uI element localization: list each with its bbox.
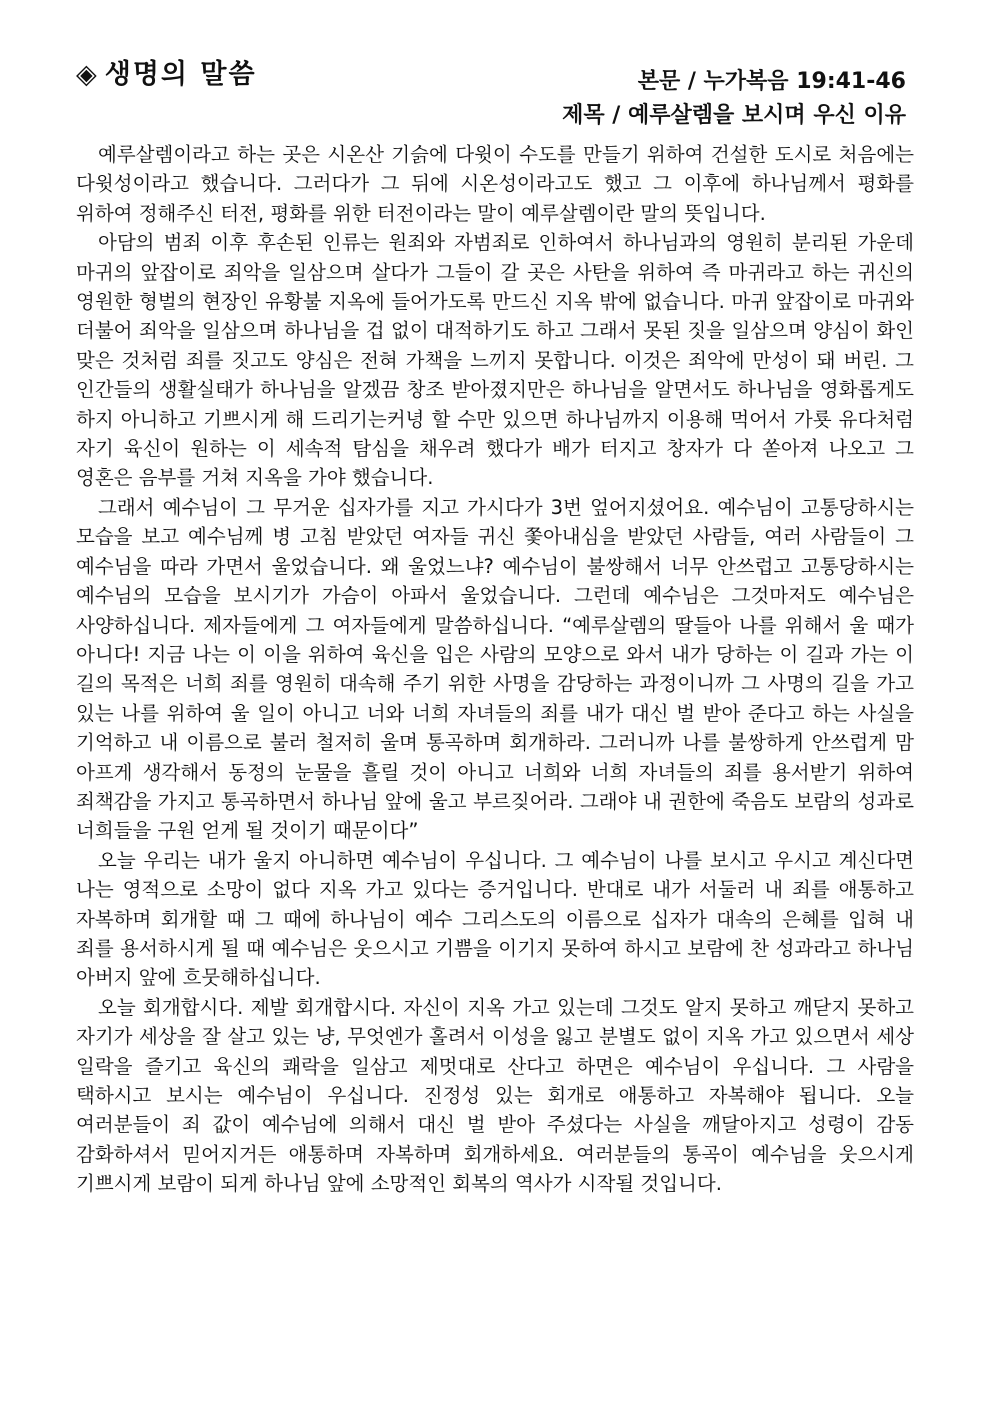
sermon-title: 제목 / 예루살렘을 보시며 우신 이유	[562, 103, 906, 128]
scripture-passage: 본문 / 누가복음 19:41-46	[637, 69, 906, 94]
paragraph: 그래서 예수님이 그 무거운 십자가를 지고 가시다가 3번 엎어지셨어요. 예수님이 고통당하시는 모습을 보고 예수님께 병 고침 받았던 여자들 귀신 쫓아내심을 받았던 사람들, 여러 사람들이 그 예수님을 따라 가면서 울었습니다. 왜 울었느냐? 예수님이 불쌍해서 너무 안쓰럽고 고통당하시는 예수님의 모습을 보시기가 가슴이 아파서 울었습니다. 그런데 예수님은 그것마저도 예수님은 사양하십니다. 제자들에게 그 여자들에게 말씀하십니다. “예루살렘의 딸들아 나를 위해서 울 때가 아니다! 지금 나는 이 이을 위하여 육신을 입은 사람의 모양으로 와서 내가 당하는 이 길과 가는 이 길의 목적은 너희 죄를 영원히 대속해 주기 위한 사명을 감당하는 과정이니까 그 사명의 길을 가고 있는 나를 위하여 울 일이 아니고 너와 너희 자녀들의 죄를 내가 대신 벌 받아 준다고 하는 사실을 기억하고 내 이름으로 불러 철저히 울며 통곡하며 회개하라. 그러니까 나를 불쌍하게 안쓰럽게 맘 아프게 생각해서 동정의 눈물을 흘릴 것이 아니고 너희와 너희 자녀들의 죄를 용서받기 위하여 죄책감을 가지고 통곡하면서 하나님 앞에 울고 부르짖어라. 그래야 내 권한에 죽음도 보람의 성과로 너희들을 구원 얻게 될 것이기 때문이다”	[76, 495, 914, 843]
paragraph: 예루살렘이라고 하는 곳은 시온산 기슭에 다윗이 수도를 만들기 위하여 건설한 도시로 처음에는 다윗성이라고 했습니다. 그러다가 그 뒤에 시온성이라고도 했고 그 이후에 하나님께서 평화를 위하여 정해주신 터전, 평화를 위한 터전이라는 말이 예루살렘이란 말의 뜻입니다.	[76, 143, 914, 225]
sermon-body	[76, 140, 914, 1199]
section-heading	[76, 52, 257, 91]
paragraph: 오늘 우리는 내가 울지 아니하면 예수님이 우십니다. 그 예수님이 나를 보시고 우시고 계신다면 나는 영적으로 소망이 없다 지옥 가고 있다는 증거입니다. 반대로 내가 서둘러 내 죄를 애통하고 자복하며 회개할 때 그 때에 하나님이 예수 그리스도의 이름으로 십자가 대속의 은혜를 입혀 내 죄를 용서하시게 될 때 예수님은 웃으시고 기쁨을 이기지 못하여 하시고 보람에 찬 성과라고 하나님 아버지 앞에 흐뭇해하십니다.	[76, 848, 914, 990]
diamond-bullet-icon: ◈	[76, 59, 99, 90]
paragraph: 오늘 회개합시다. 제발 회개합시다. 자신이 지옥 가고 있는데 그것도 알지 못하고 깨닫지 못하고 자기가 세상을 잘 살고 있는 냥, 무엇엔가 홀려서 이성을 잃고 분별도 없이 지옥 가고 있으면서 세상 일락을 즐기고 육신의 쾌락을 일삼고 제멋대로 산다고 하면은 예수님이 우십니다. 그 사람을 택하시고 보시는 예수님이 우십니다. 진정성 있는 회개로 애통하고 자복해야 됩니다. 오늘 여러분들이 죄 값이 예수님에 의해서 대신 벌 받아 주셨다는 사실을 깨달아지고 성령이 감동 감화하셔서 믿어지거든 애통하며 자복하며 회개하세요. 여러분들의 통곡이 예수님을 웃으시게 기쁘시게 보람이 되게 하나님 앞에 소망적인 회복의 역사가 시작될 것입니다.	[76, 995, 914, 1196]
heading-text: 생명의 말씀	[104, 59, 257, 90]
paragraph: 아담의 범죄 이후 후손된 인류는 원죄와 자범죄로 인하여서 하나님과의 영원히 분리된 가운데 마귀의 앞잡이로 죄악을 일삼으며 살다가 그들이 갈 곳은 사탄을 위하여 즉 마귀라고 하는 귀신의 영원한 형벌의 현장인 유황불 지옥에 들어가도록 만드신 지옥 밖에 없습니다. 마귀 앞잡이로 마귀와 더불어 죄악을 일삼으며 하나님을 겁 없이 대적하기도 하고 그래서 못된 짓을 일삼으며 양심이 화인 맞은 것처럼 죄를 짓고도 양심은 전혀 가책을 느끼지 못합니다. 이것은 죄악에 만성이 돼 버린. 그 인간들의 생활실태가 하나님을 알겠끔 창조 받아졌지만은 하나님을 알면서도 하나님을 영화롭게도 하지 아니하고 기쁘시게 해 드리기는커녕 할 수만 있으면 하나님까지 이용해 먹어서 가룟 유다처럼 자기 육신이 원하는 이 세속적 탐심을 채우려 했다가 배가 터지고 창자가 다 쏟아져 나오고 그 영혼은 음부를 거쳐 지옥을 가야 했습니다.	[76, 231, 914, 490]
